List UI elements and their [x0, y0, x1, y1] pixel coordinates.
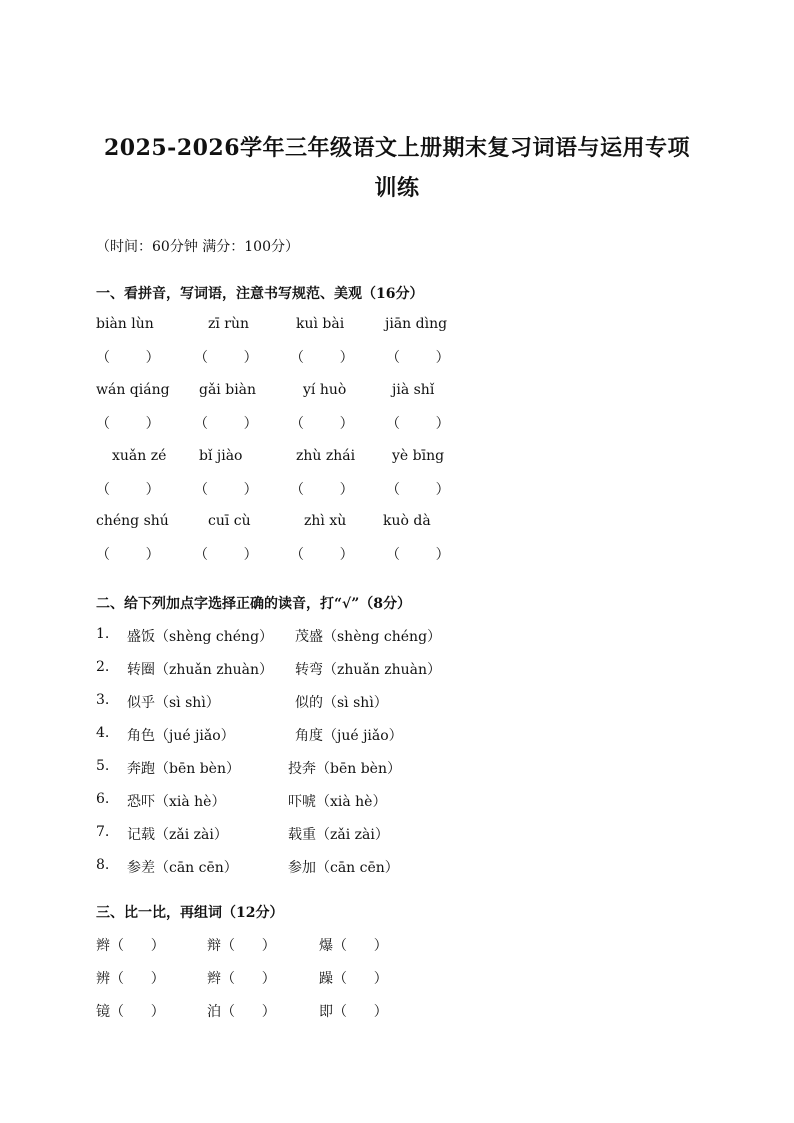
reading-choice[interactable]: 吓唬（xià hè）	[288, 794, 387, 810]
pinyin-cell: zī rùn	[208, 316, 250, 332]
pinyin-cell: xuǎn zé	[112, 448, 167, 464]
pinyin-cell: biàn lùn	[96, 316, 154, 332]
pinyin-cell: kuò dà	[383, 513, 431, 529]
section1-heading: 一、看拼音，写词语，注意书写规范、美观（16分）	[96, 286, 424, 302]
word-group-blank[interactable]: 辫（ ）	[96, 938, 165, 954]
answer-blank[interactable]: （ ）	[194, 416, 258, 432]
pinyin-cell: chéng shú	[96, 513, 169, 529]
item-number: 8.	[96, 857, 110, 873]
section3-heading: 三、比一比，再组词（12分）	[96, 905, 284, 921]
answer-blank[interactable]: （ ）	[194, 547, 258, 563]
pinyin-cell: yè bīng	[392, 448, 445, 464]
pinyin-cell: gǎi biàn	[199, 382, 257, 398]
item-number: 5.	[96, 758, 110, 774]
reading-choice[interactable]: 角度（jué jiǎo）	[295, 728, 403, 744]
answer-blank[interactable]: （ ）	[96, 547, 160, 563]
word-group-blank[interactable]: 辫（ ）	[207, 971, 276, 987]
reading-choice[interactable]: 似乎（sì shì）	[127, 695, 220, 711]
answer-blank[interactable]: （ ）	[96, 416, 160, 432]
reading-choice[interactable]: 参差（cān cēn）	[127, 860, 238, 876]
item-number: 1.	[96, 626, 110, 642]
reading-choice[interactable]: 转圈（zhuǎn zhuàn）	[127, 662, 273, 678]
item-number: 7.	[96, 824, 110, 840]
pinyin-cell: kuì bài	[296, 316, 345, 332]
item-number: 2.	[96, 659, 110, 675]
pinyin-cell: cuī cù	[208, 513, 251, 529]
reading-choice[interactable]: 恐吓（xià hè）	[127, 794, 226, 810]
reading-choice[interactable]: 似的（sì shì）	[295, 695, 388, 711]
word-group-blank[interactable]: 辨（ ）	[96, 971, 165, 987]
pinyin-cell: yí huò	[303, 382, 347, 398]
word-group-blank[interactable]: 躁（ ）	[319, 971, 388, 987]
reading-choice[interactable]: 投奔（bēn bèn）	[288, 761, 401, 777]
item-number: 3.	[96, 692, 110, 708]
answer-blank[interactable]: （ ）	[194, 482, 258, 498]
reading-choice[interactable]: 盛饭（shèng chéng）	[127, 629, 274, 645]
title-line-1: 2025-2026学年三年级语文上册期末复习词语与运用专项	[103, 135, 691, 161]
reading-choice[interactable]: 奔跑（bēn bèn）	[127, 761, 240, 777]
answer-blank[interactable]: （ ）	[290, 482, 354, 498]
item-number: 6.	[96, 791, 110, 807]
title-line-2: 训练	[374, 175, 420, 201]
pinyin-cell: bǐ jiào	[199, 448, 243, 464]
answer-blank[interactable]: （ ）	[386, 416, 450, 432]
answer-blank[interactable]: （ ）	[386, 482, 450, 498]
reading-choice[interactable]: 记载（zǎi zài）	[127, 827, 228, 843]
reading-choice[interactable]: 茂盛（shèng chéng）	[295, 629, 442, 645]
reading-choice[interactable]: 角色（jué jiǎo）	[127, 728, 235, 744]
reading-choice[interactable]: 参加（cān cēn）	[288, 860, 399, 876]
pinyin-cell: zhì xù	[304, 513, 347, 529]
answer-blank[interactable]: （ ）	[96, 482, 160, 498]
answer-blank[interactable]: （ ）	[290, 416, 354, 432]
answer-blank[interactable]: （ ）	[96, 350, 160, 366]
answer-blank[interactable]: （ ）	[386, 547, 450, 563]
pinyin-cell: jià shǐ	[392, 382, 435, 398]
reading-choice[interactable]: 转弯（zhuǎn zhuàn）	[295, 662, 441, 678]
page-title	[60, 128, 734, 208]
reading-choice[interactable]: 载重（zǎi zài）	[288, 827, 389, 843]
item-number: 4.	[96, 725, 110, 741]
pinyin-cell: wán qiáng	[96, 382, 170, 398]
word-group-blank[interactable]: 即（ ）	[319, 1004, 388, 1020]
word-group-blank[interactable]: 爆（ ）	[319, 938, 388, 954]
pinyin-cell: jiān dìng	[385, 316, 448, 332]
answer-blank[interactable]: （ ）	[290, 350, 354, 366]
section2-heading: 二、给下列加点字选择正确的读音，打“√”（8分）	[96, 596, 412, 612]
answer-blank[interactable]: （ ）	[290, 547, 354, 563]
pinyin-cell: zhù zhái	[296, 448, 356, 464]
word-group-blank[interactable]: 泊（ ）	[207, 1004, 276, 1020]
answer-blank[interactable]: （ ）	[194, 350, 258, 366]
exam-info: （时间：60分钟 满分：100分）	[96, 239, 299, 255]
word-group-blank[interactable]: 辩（ ）	[207, 938, 276, 954]
word-group-blank[interactable]: 镜（ ）	[96, 1004, 165, 1020]
answer-blank[interactable]: （ ）	[386, 350, 450, 366]
